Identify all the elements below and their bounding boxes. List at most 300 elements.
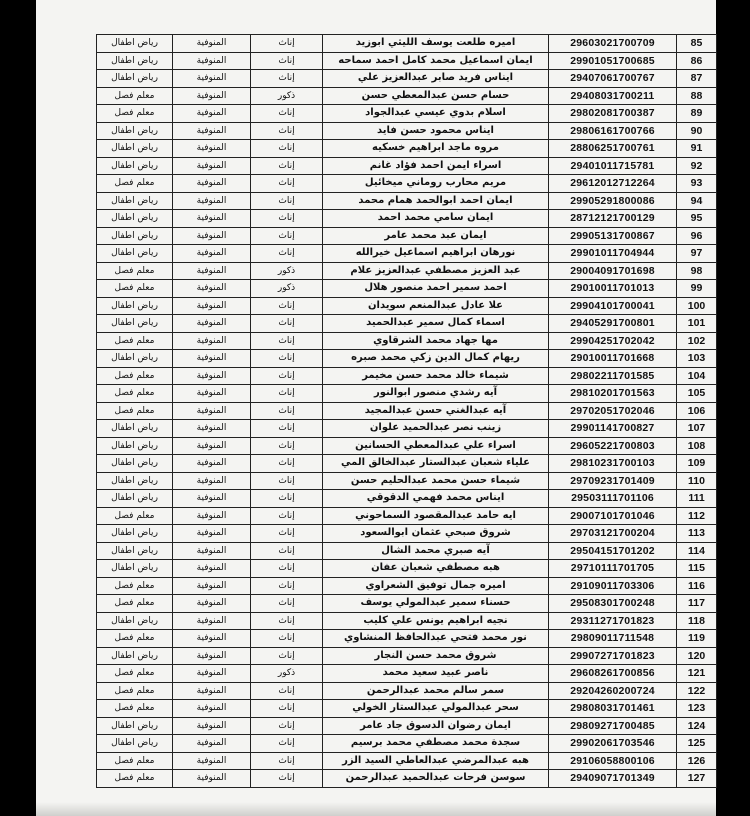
row-number-cell: 104 <box>677 367 717 385</box>
table-row <box>97 35 717 53</box>
national-id-cell: 29902061703546 <box>549 735 677 753</box>
row-number-cell: 103 <box>677 350 717 368</box>
table-row <box>97 770 717 788</box>
full-name-cell: مريم محارب روماني ميخائيل <box>323 175 549 193</box>
specialization-cell: معلم فصل <box>97 630 173 648</box>
table-row <box>97 87 717 105</box>
governorate-cell: المنوفية <box>173 630 251 648</box>
national-id-cell: 29007101701046 <box>549 507 677 525</box>
gender-cell: إناث <box>251 490 323 508</box>
specialization-cell: رياض اطفال <box>97 560 173 578</box>
table-row <box>97 140 717 158</box>
specialization-cell: رياض اطفال <box>97 455 173 473</box>
national-id-cell: 29709231701409 <box>549 472 677 490</box>
governorate-cell: المنوفية <box>173 455 251 473</box>
full-name-cell: اسلام بدوي عيسي عبدالجواد <box>323 105 549 123</box>
national-id-cell: 28712121700129 <box>549 210 677 228</box>
gender-cell: إناث <box>251 350 323 368</box>
governorate-cell: المنوفية <box>173 367 251 385</box>
gender-cell: إناث <box>251 542 323 560</box>
governorate-cell: المنوفية <box>173 227 251 245</box>
specialization-cell: معلم فصل <box>97 665 173 683</box>
governorate-cell: المنوفية <box>173 472 251 490</box>
full-name-cell: علياء شعبان عبدالستار عبدالخالق المي <box>323 455 549 473</box>
gender-cell: إناث <box>251 140 323 158</box>
governorate-cell: المنوفية <box>173 280 251 298</box>
table-row <box>97 157 717 175</box>
row-number-cell: 125 <box>677 735 717 753</box>
row-number-cell: 86 <box>677 52 717 70</box>
full-name-cell: شروق محمد حسن النجار <box>323 647 549 665</box>
governorate-cell: المنوفية <box>173 595 251 613</box>
governorate-cell: المنوفية <box>173 735 251 753</box>
full-name-cell: اميره جمال توفيق الشعراوي <box>323 577 549 595</box>
specialization-cell: رياض اطفال <box>97 157 173 175</box>
gender-cell: إناث <box>251 612 323 630</box>
specialization-cell: معلم فصل <box>97 280 173 298</box>
full-name-cell: هبه عبدالمرضي عبدالعاطي السيد الزر <box>323 752 549 770</box>
gender-cell: إناث <box>251 630 323 648</box>
gender-cell: إناث <box>251 35 323 53</box>
full-name-cell: شروق صبحي عثمان ابوالسعود <box>323 525 549 543</box>
governorate-cell: المنوفية <box>173 700 251 718</box>
gender-cell: إناث <box>251 385 323 403</box>
gender-cell: إناث <box>251 560 323 578</box>
national-id-cell: 29810201701563 <box>549 385 677 403</box>
specialization-cell: رياض اطفال <box>97 245 173 263</box>
row-number-cell: 91 <box>677 140 717 158</box>
governorate-cell: المنوفية <box>173 350 251 368</box>
gender-cell: إناث <box>251 420 323 438</box>
gender-cell: إناث <box>251 682 323 700</box>
row-number-cell: 118 <box>677 612 717 630</box>
table-row <box>97 52 717 70</box>
table-row <box>97 595 717 613</box>
governorate-cell: المنوفية <box>173 507 251 525</box>
specialization-cell: رياض اطفال <box>97 490 173 508</box>
gender-cell: إناث <box>251 315 323 333</box>
governorate-cell: المنوفية <box>173 717 251 735</box>
full-name-cell: ايمان اسماعيل محمد كامل احمد سماحه <box>323 52 549 70</box>
specialization-cell: رياض اطفال <box>97 542 173 560</box>
specialization-cell: رياض اطفال <box>97 525 173 543</box>
full-name-cell: نورهان ابراهيم اسماعيل خيرالله <box>323 245 549 263</box>
table-row <box>97 752 717 770</box>
gender-cell: إناث <box>251 752 323 770</box>
national-id-cell: 29901051700685 <box>549 52 677 70</box>
full-name-cell: زينب نصر عبدالحميد علوان <box>323 420 549 438</box>
gender-cell: ذكور <box>251 665 323 683</box>
specialization-cell: رياض اطفال <box>97 210 173 228</box>
national-id-cell: 29004091701698 <box>549 262 677 280</box>
governorate-cell: المنوفية <box>173 420 251 438</box>
table-row <box>97 105 717 123</box>
national-id-cell: 29904251702042 <box>549 332 677 350</box>
table-row <box>97 420 717 438</box>
gender-cell: إناث <box>251 157 323 175</box>
table-row <box>97 472 717 490</box>
gender-cell: إناث <box>251 507 323 525</box>
table-body <box>97 35 717 788</box>
governorate-cell: المنوفية <box>173 525 251 543</box>
gender-cell: إناث <box>251 245 323 263</box>
governorate-cell: المنوفية <box>173 175 251 193</box>
national-id-cell: 29603021700709 <box>549 35 677 53</box>
row-number-cell: 112 <box>677 507 717 525</box>
row-number-cell: 97 <box>677 245 717 263</box>
specialization-cell: رياض اطفال <box>97 140 173 158</box>
specialization-cell: معلم فصل <box>97 332 173 350</box>
row-number-cell: 90 <box>677 122 717 140</box>
table-row <box>97 385 717 403</box>
national-id-cell: 29409071701349 <box>549 770 677 788</box>
full-name-cell: ايمان احمد ابوالحمد همام محمد <box>323 192 549 210</box>
gender-cell: إناث <box>251 437 323 455</box>
specialization-cell: معلم فصل <box>97 105 173 123</box>
gender-cell: إناث <box>251 455 323 473</box>
table-row <box>97 192 717 210</box>
governorate-cell: المنوفية <box>173 770 251 788</box>
governorate-cell: المنوفية <box>173 612 251 630</box>
full-name-cell: اسماء كمال سمير عبدالحميد <box>323 315 549 333</box>
national-id-cell: 29802211701585 <box>549 367 677 385</box>
national-id-cell: 29311271701823 <box>549 612 677 630</box>
specialization-cell: رياض اطفال <box>97 52 173 70</box>
table-row <box>97 262 717 280</box>
full-name-cell: سوسن فرحات عبدالحميد عبدالرحمن <box>323 770 549 788</box>
gender-cell: إناث <box>251 770 323 788</box>
governorate-cell: المنوفية <box>173 490 251 508</box>
national-id-cell: 29901011704944 <box>549 245 677 263</box>
specialization-cell: رياض اطفال <box>97 122 173 140</box>
specialization-cell: معلم فصل <box>97 752 173 770</box>
row-number-cell: 107 <box>677 420 717 438</box>
specialization-cell: معلم فصل <box>97 507 173 525</box>
national-id-cell: 29901141700827 <box>549 420 677 438</box>
specialization-cell: رياض اطفال <box>97 315 173 333</box>
governorate-cell: المنوفية <box>173 192 251 210</box>
row-number-cell: 100 <box>677 297 717 315</box>
row-number-cell: 114 <box>677 542 717 560</box>
full-name-cell: سمر سالم محمد عبدالرحمن <box>323 682 549 700</box>
specialization-cell: رياض اطفال <box>97 35 173 53</box>
full-name-cell: حسام حسن عبدالمعطي حسن <box>323 87 549 105</box>
row-number-cell: 121 <box>677 665 717 683</box>
national-id-cell: 29401011715781 <box>549 157 677 175</box>
full-name-cell: سحر عبدالمولي عبدالستار الخولي <box>323 700 549 718</box>
national-id-cell: 29508301700248 <box>549 595 677 613</box>
gender-cell: إناث <box>251 105 323 123</box>
gender-cell: ذكور <box>251 262 323 280</box>
table-container <box>96 34 716 788</box>
governorate-cell: المنوفية <box>173 402 251 420</box>
row-number-cell: 105 <box>677 385 717 403</box>
governorate-cell: المنوفية <box>173 332 251 350</box>
full-name-cell: هبه مصطفي شعبان عفان <box>323 560 549 578</box>
national-id-cell: 29907271701823 <box>549 647 677 665</box>
specialization-cell: رياض اطفال <box>97 735 173 753</box>
national-id-cell: 29710111701705 <box>549 560 677 578</box>
row-number-cell: 127 <box>677 770 717 788</box>
specialization-cell: رياض اطفال <box>97 192 173 210</box>
gender-cell: إناث <box>251 402 323 420</box>
row-number-cell: 102 <box>677 332 717 350</box>
specialization-cell: معلم فصل <box>97 367 173 385</box>
specialization-cell: معلم فصل <box>97 385 173 403</box>
full-name-cell: اسراء ايمن احمد فؤاد غانم <box>323 157 549 175</box>
gender-cell: إناث <box>251 525 323 543</box>
row-number-cell: 117 <box>677 595 717 613</box>
governorate-cell: المنوفية <box>173 140 251 158</box>
specialization-cell: معلم فصل <box>97 402 173 420</box>
governorate-cell: المنوفية <box>173 752 251 770</box>
table-row <box>97 175 717 193</box>
specialization-cell: رياض اطفال <box>97 717 173 735</box>
national-id-cell: 29809271700485 <box>549 717 677 735</box>
full-name-cell: مروه ماجد ابراهيم خسكيه <box>323 140 549 158</box>
document-page <box>36 0 716 816</box>
national-id-cell: 29204260200724 <box>549 682 677 700</box>
row-number-cell: 93 <box>677 175 717 193</box>
gender-cell: إناث <box>251 52 323 70</box>
national-id-cell: 29408031700211 <box>549 87 677 105</box>
governorate-cell: المنوفية <box>173 665 251 683</box>
row-number-cell: 95 <box>677 210 717 228</box>
gender-cell: ذكور <box>251 87 323 105</box>
row-number-cell: 120 <box>677 647 717 665</box>
gender-cell: إناث <box>251 700 323 718</box>
national-id-cell: 29802081700387 <box>549 105 677 123</box>
gender-cell: إناث <box>251 577 323 595</box>
full-name-cell: علا عادل عبدالمنعم سويدان <box>323 297 549 315</box>
table-row <box>97 735 717 753</box>
full-name-cell: آيه رشدي منصور ابوالنور <box>323 385 549 403</box>
governorate-cell: المنوفية <box>173 157 251 175</box>
governorate-cell: المنوفية <box>173 542 251 560</box>
specialization-cell: معلم فصل <box>97 262 173 280</box>
table-row <box>97 280 717 298</box>
table-row <box>97 227 717 245</box>
full-name-cell: نجيه ابراهيم يونس علي كليب <box>323 612 549 630</box>
national-id-cell: 29703121700204 <box>549 525 677 543</box>
row-number-cell: 96 <box>677 227 717 245</box>
row-number-cell: 124 <box>677 717 717 735</box>
national-id-cell: 29905291800086 <box>549 192 677 210</box>
governorate-cell: المنوفية <box>173 87 251 105</box>
gender-cell: إناث <box>251 735 323 753</box>
full-name-cell: احمد سمير احمد منصور هلال <box>323 280 549 298</box>
row-number-cell: 111 <box>677 490 717 508</box>
full-name-cell: آيه عبدالغني حسن عبدالمجيد <box>323 402 549 420</box>
governorate-cell: المنوفية <box>173 245 251 263</box>
table-row <box>97 367 717 385</box>
full-name-cell: اسراء علي عبدالمعطي الحسانين <box>323 437 549 455</box>
gender-cell: إناث <box>251 717 323 735</box>
gender-cell: إناث <box>251 367 323 385</box>
national-id-cell: 29504151701202 <box>549 542 677 560</box>
governorate-cell: المنوفية <box>173 105 251 123</box>
gender-cell: إناث <box>251 647 323 665</box>
specialization-cell: رياض اطفال <box>97 297 173 315</box>
full-name-cell: ايمان عبد محمد عامر <box>323 227 549 245</box>
row-number-cell: 101 <box>677 315 717 333</box>
row-number-cell: 106 <box>677 402 717 420</box>
row-number-cell: 119 <box>677 630 717 648</box>
specialization-cell: رياض اطفال <box>97 350 173 368</box>
row-number-cell: 123 <box>677 700 717 718</box>
governorate-cell: المنوفية <box>173 560 251 578</box>
page-edge-shadow <box>36 802 716 816</box>
candidates-table <box>96 34 717 788</box>
governorate-cell: المنوفية <box>173 70 251 88</box>
full-name-cell: ايناس فريد صابر عبدالعزيز علي <box>323 70 549 88</box>
table-row <box>97 682 717 700</box>
table-row <box>97 717 717 735</box>
full-name-cell: اميره طلعت يوسف الليثي ابوزيد <box>323 35 549 53</box>
gender-cell: إناث <box>251 332 323 350</box>
full-name-cell: ريهام كمال الدين زكي محمد صبره <box>323 350 549 368</box>
full-name-cell: ايه حامد عبدالمقصود السماحوني <box>323 507 549 525</box>
governorate-cell: المنوفية <box>173 297 251 315</box>
table-row <box>97 297 717 315</box>
national-id-cell: 29612012712264 <box>549 175 677 193</box>
governorate-cell: المنوفية <box>173 315 251 333</box>
full-name-cell: شيماء خالد محمد حسن مخيمر <box>323 367 549 385</box>
row-number-cell: 85 <box>677 35 717 53</box>
specialization-cell: رياض اطفال <box>97 420 173 438</box>
specialization-cell: معلم فصل <box>97 700 173 718</box>
full-name-cell: ايناس محمد فهمي الدقوقي <box>323 490 549 508</box>
specialization-cell: معلم فصل <box>97 682 173 700</box>
row-number-cell: 122 <box>677 682 717 700</box>
table-row <box>97 507 717 525</box>
specialization-cell: رياض اطفال <box>97 70 173 88</box>
full-name-cell: شيماء حسن محمد عبدالحليم حسن <box>323 472 549 490</box>
governorate-cell: المنوفية <box>173 437 251 455</box>
full-name-cell: سجدة محمد مصطفي محمد برسيم <box>323 735 549 753</box>
full-name-cell: ناصر عبيد سعيد محمد <box>323 665 549 683</box>
national-id-cell: 29503111701106 <box>549 490 677 508</box>
specialization-cell: رياض اطفال <box>97 227 173 245</box>
table-row <box>97 245 717 263</box>
row-number-cell: 89 <box>677 105 717 123</box>
row-number-cell: 109 <box>677 455 717 473</box>
table-row <box>97 122 717 140</box>
row-number-cell: 94 <box>677 192 717 210</box>
specialization-cell: معلم فصل <box>97 175 173 193</box>
national-id-cell: 29106058800106 <box>549 752 677 770</box>
national-id-cell: 29809011711548 <box>549 630 677 648</box>
gender-cell: إناث <box>251 210 323 228</box>
governorate-cell: المنوفية <box>173 682 251 700</box>
specialization-cell: معلم فصل <box>97 770 173 788</box>
national-id-cell: 29810231700103 <box>549 455 677 473</box>
gender-cell: ذكور <box>251 280 323 298</box>
gender-cell: إناث <box>251 227 323 245</box>
full-name-cell: ايناس محمود حسن فايد <box>323 122 549 140</box>
row-number-cell: 88 <box>677 87 717 105</box>
table-row <box>97 560 717 578</box>
row-number-cell: 92 <box>677 157 717 175</box>
specialization-cell: رياض اطفال <box>97 437 173 455</box>
row-number-cell: 108 <box>677 437 717 455</box>
governorate-cell: المنوفية <box>173 262 251 280</box>
national-id-cell: 29109011703306 <box>549 577 677 595</box>
gender-cell: إناث <box>251 122 323 140</box>
row-number-cell: 87 <box>677 70 717 88</box>
gender-cell: إناث <box>251 192 323 210</box>
row-number-cell: 115 <box>677 560 717 578</box>
national-id-cell: 29605221700803 <box>549 437 677 455</box>
table-row <box>97 402 717 420</box>
table-row <box>97 70 717 88</box>
national-id-cell: 28806251700761 <box>549 140 677 158</box>
governorate-cell: المنوفية <box>173 35 251 53</box>
table-row <box>97 315 717 333</box>
governorate-cell: المنوفية <box>173 52 251 70</box>
specialization-cell: معلم فصل <box>97 577 173 595</box>
national-id-cell: 29905131700867 <box>549 227 677 245</box>
table-row <box>97 700 717 718</box>
table-row <box>97 350 717 368</box>
full-name-cell: ايمان رضوان الدسوق جاد عامر <box>323 717 549 735</box>
table-row <box>97 490 717 508</box>
table-row <box>97 210 717 228</box>
row-number-cell: 98 <box>677 262 717 280</box>
table-row <box>97 647 717 665</box>
table-row <box>97 612 717 630</box>
full-name-cell: ايمان سامي محمد احمد <box>323 210 549 228</box>
gender-cell: إناث <box>251 175 323 193</box>
gender-cell: إناث <box>251 595 323 613</box>
table-row <box>97 665 717 683</box>
national-id-cell: 29010011701668 <box>549 350 677 368</box>
full-name-cell: مها جهاد محمد الشرقاوي <box>323 332 549 350</box>
governorate-cell: المنوفية <box>173 210 251 228</box>
national-id-cell: 29407061700767 <box>549 70 677 88</box>
table-row <box>97 542 717 560</box>
row-number-cell: 110 <box>677 472 717 490</box>
row-number-cell: 113 <box>677 525 717 543</box>
full-name-cell: حسناء سمير عبدالمولي يوسف <box>323 595 549 613</box>
row-number-cell: 99 <box>677 280 717 298</box>
table-row <box>97 455 717 473</box>
governorate-cell: المنوفية <box>173 385 251 403</box>
national-id-cell: 29806161700766 <box>549 122 677 140</box>
full-name-cell: عبد العزيز مصطفي عبدالعزيز علام <box>323 262 549 280</box>
national-id-cell: 29608261700856 <box>549 665 677 683</box>
full-name-cell: نور محمد فتحي عبدالحافظ المنشاوي <box>323 630 549 648</box>
table-row <box>97 332 717 350</box>
specialization-cell: رياض اطفال <box>97 612 173 630</box>
national-id-cell: 29702051702046 <box>549 402 677 420</box>
national-id-cell: 29808031701461 <box>549 700 677 718</box>
gender-cell: إناث <box>251 472 323 490</box>
national-id-cell: 29010011701013 <box>549 280 677 298</box>
gender-cell: إناث <box>251 70 323 88</box>
full-name-cell: آيه صبري محمد الشال <box>323 542 549 560</box>
row-number-cell: 116 <box>677 577 717 595</box>
governorate-cell: المنوفية <box>173 577 251 595</box>
national-id-cell: 29405291700801 <box>549 315 677 333</box>
specialization-cell: معلم فصل <box>97 87 173 105</box>
specialization-cell: معلم فصل <box>97 595 173 613</box>
row-number-cell: 126 <box>677 752 717 770</box>
specialization-cell: رياض اطفال <box>97 647 173 665</box>
gender-cell: إناث <box>251 297 323 315</box>
governorate-cell: المنوفية <box>173 647 251 665</box>
table-row <box>97 437 717 455</box>
